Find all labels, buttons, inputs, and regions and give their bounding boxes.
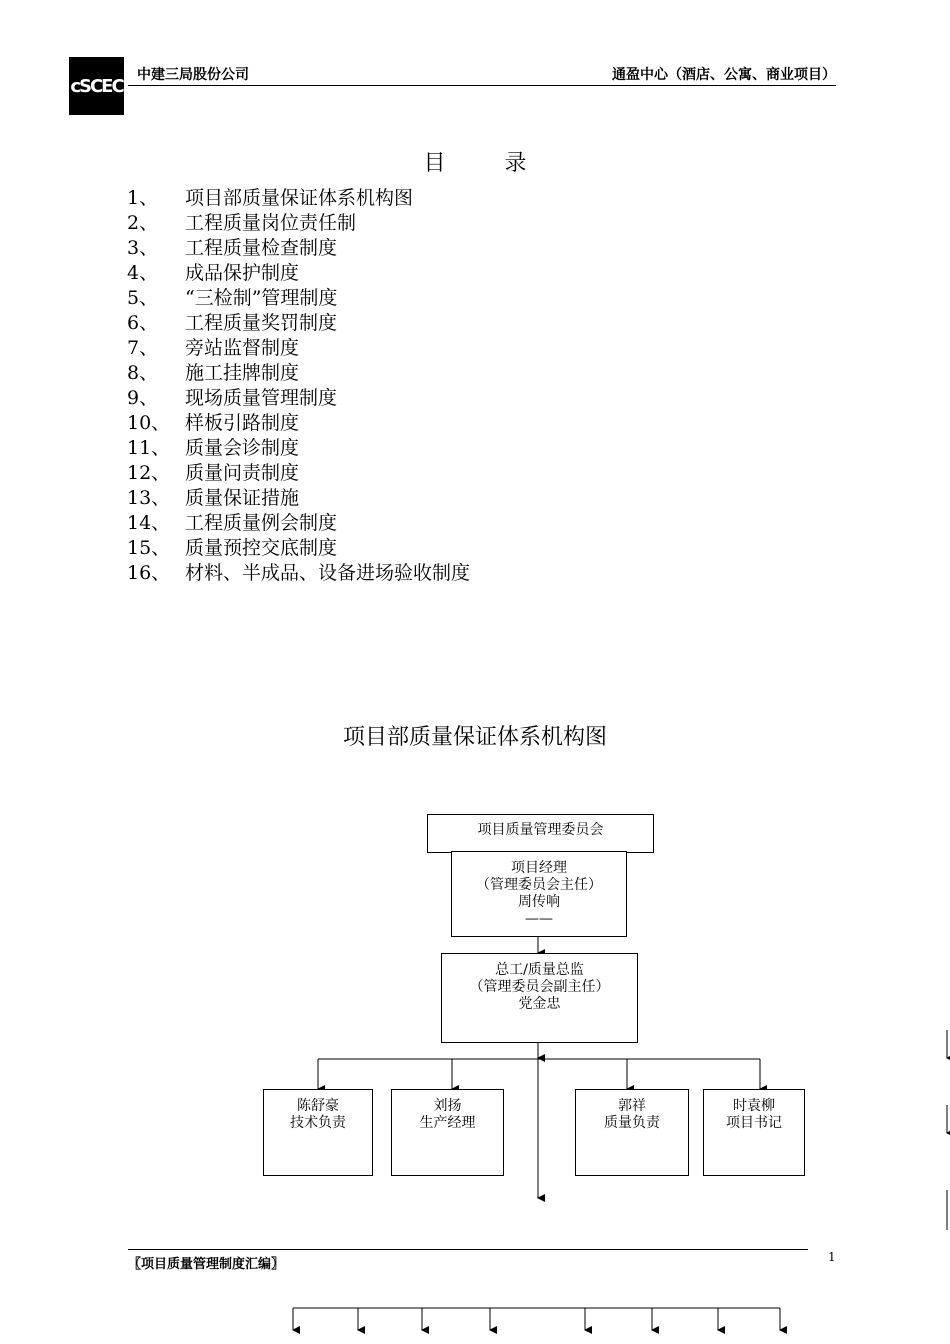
staff-box-1 [263,1089,373,1176]
chief-title: 总工/质量总监 [495,962,584,978]
toc-item-label: 成品保护制度 [185,262,300,284]
footer-divider [128,1249,808,1250]
toc-item-label: 工程质量检查制度 [185,237,338,259]
toc-item-label: 工程质量岗位责任制 [185,212,357,234]
toc-title: 目 录 [423,151,553,176]
toc-item-number: 12、 [127,462,171,484]
toc-item-label: 质量问责制度 [185,462,300,484]
manager-title: 项目经理 [511,860,567,876]
manager-dash: —— [525,911,553,927]
toc-item-number: 6、 [127,312,159,334]
staff-box-3 [575,1089,689,1176]
company-name: 中建三局股份公司 [137,67,249,83]
staff-name: 郭祥 [618,1098,646,1114]
toc-item-number: 4、 [127,262,159,284]
committee-box [427,814,654,853]
staff-name: 陈舒豪 [297,1098,339,1114]
chief-box [441,953,638,1043]
toc-item-label: 材料、半成品、设备进场验收制度 [185,562,471,584]
page-number: 1 [828,1250,836,1264]
toc-item-label: 质量保证措施 [185,487,300,509]
toc-item-label: 工程质量例会制度 [185,512,338,534]
staff-name: 刘扬 [433,1098,462,1114]
toc-item-label: 质量会诊制度 [185,437,300,459]
org-chart-title: 项目部质量保证体系机构图 [342,725,607,750]
toc-item-number: 16、 [127,562,171,584]
staff-box-4 [703,1089,805,1176]
toc-item-number: 9、 [127,387,159,409]
project-name: 通盈中心（酒店、公寓、商业项目） [612,67,836,83]
staff-role: 质量负责 [604,1115,660,1131]
toc-item-label: 质量预控交底制度 [185,537,338,559]
toc-item-number: 8、 [127,362,159,384]
toc-item-label: 项目部质量保证体系机构图 [185,187,414,209]
toc-item-label: 施工挂牌制度 [185,362,300,384]
manager-box [451,851,627,937]
toc-item-number: 3、 [127,237,159,259]
toc-item-number: 5、 [127,287,159,309]
committee-label: 项目质量管理委员会 [477,822,604,838]
staff-name: 时袁柳 [733,1098,775,1114]
toc-item-number: 2、 [127,212,159,234]
toc-item-number: 1、 [127,187,159,209]
toc-item-label: 样板引路制度 [185,412,300,434]
toc-item-label: 工程质量奖罚制度 [185,312,338,334]
staff-box-2 [391,1089,504,1176]
toc-item-label: 旁站监督制度 [185,337,300,359]
toc-item-number: 10、 [127,412,171,434]
toc-item-number: 7、 [127,337,159,359]
footer-title: 〖项目质量管理制度汇编〗 [128,1257,285,1272]
chief-role: （管理委员会副主任） [469,979,610,995]
toc-item-number: 15、 [127,537,171,559]
manager-role: （管理委员会主任） [476,877,602,893]
toc-item-label: “三检制”管理制度 [185,287,338,309]
staff-role: 技术负责 [290,1115,346,1131]
staff-role: 项目书记 [726,1115,782,1131]
toc-item-number: 13、 [127,487,171,509]
staff-role: 生产经理 [419,1115,476,1131]
company-logo: cSCEC [69,57,124,115]
toc-item-label: 现场质量管理制度 [185,387,338,409]
chief-name: 党金忠 [518,996,561,1012]
toc-item-number: 14、 [127,512,171,534]
manager-name: 周传响 [518,894,560,910]
toc-item-number: 11、 [127,437,171,459]
